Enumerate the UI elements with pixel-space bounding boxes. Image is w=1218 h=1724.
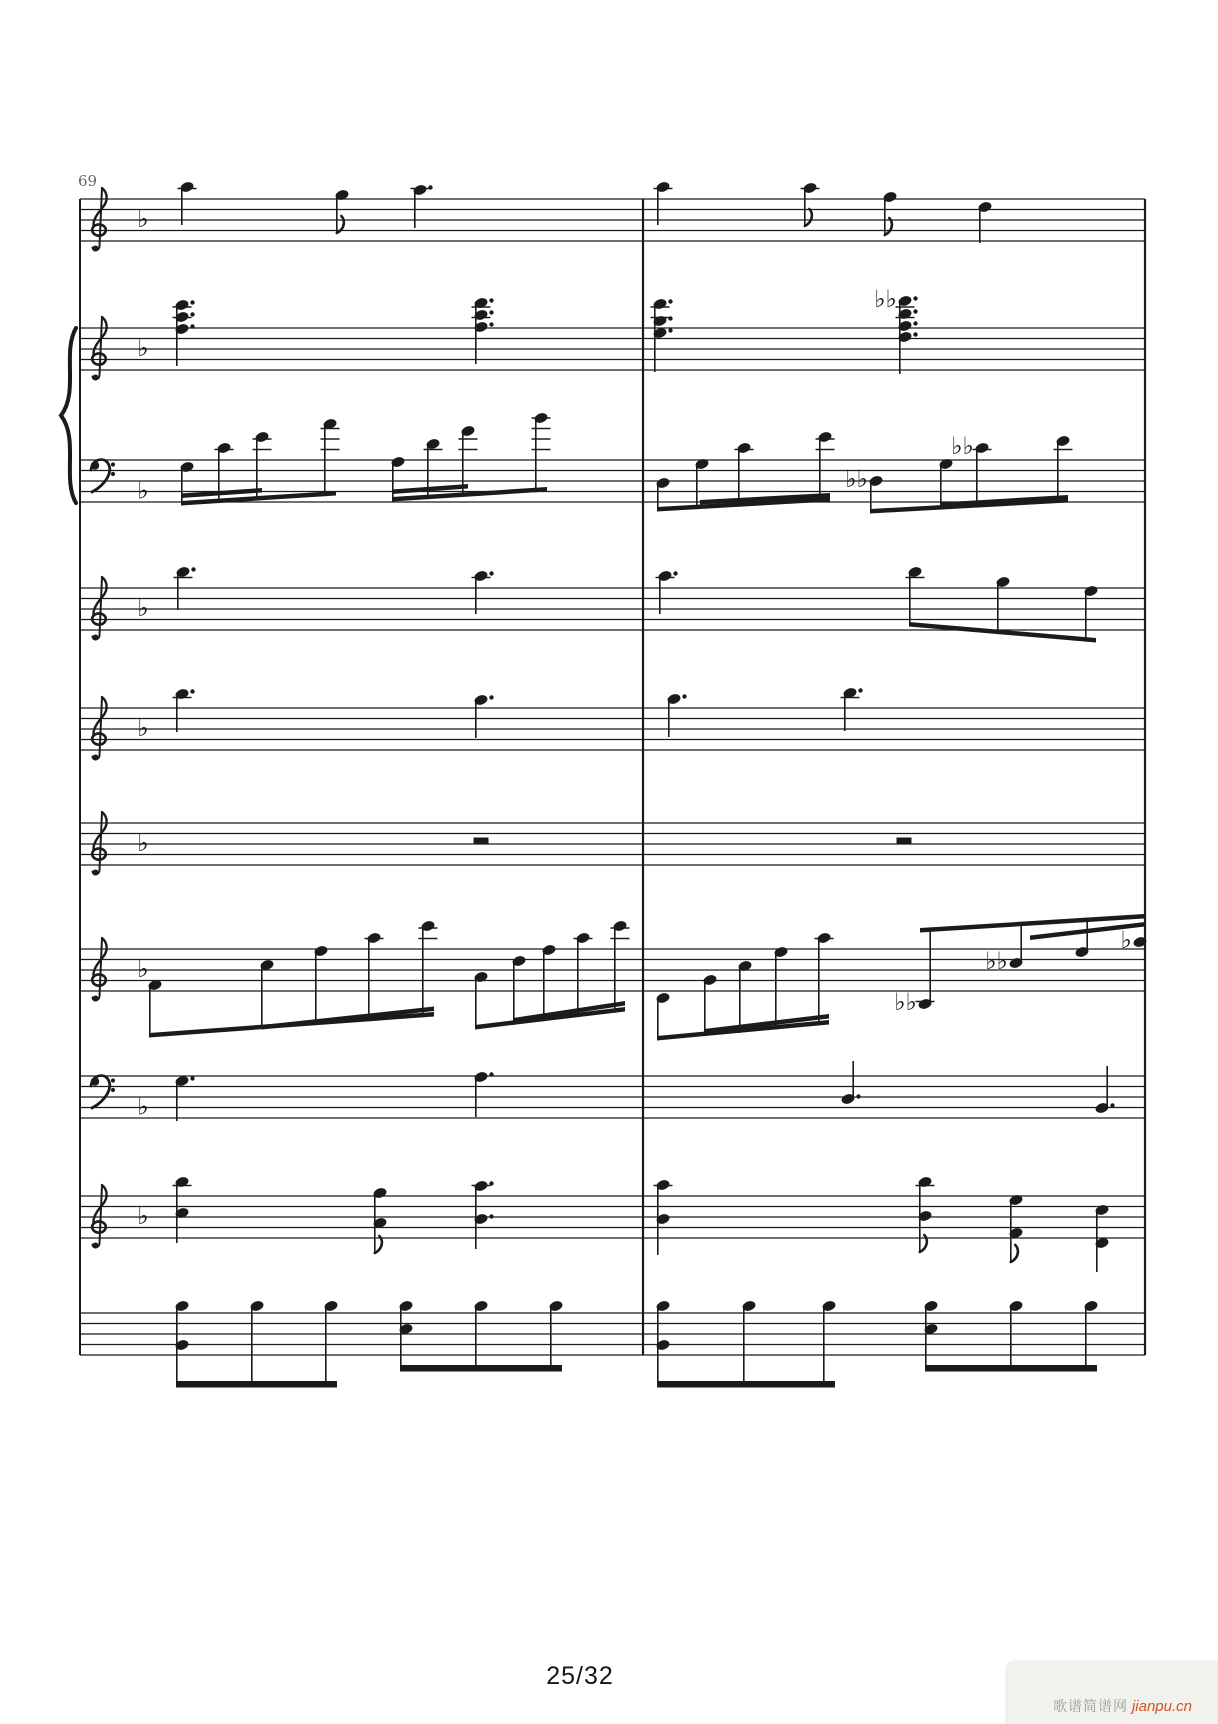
augmentation-dot bbox=[190, 300, 194, 304]
bass-clef-icon bbox=[91, 460, 110, 492]
page-indicator: 25/32 bbox=[546, 1662, 614, 1690]
treble-clef-icon bbox=[100, 188, 103, 246]
treble-clef-icon bbox=[100, 577, 103, 635]
augmentation-dot bbox=[1110, 1103, 1114, 1107]
augmentation-dot bbox=[489, 298, 493, 302]
augmentation-dot bbox=[913, 321, 917, 325]
flat-accidental-icon: ♭♭ bbox=[845, 465, 868, 493]
augmentation-dot bbox=[489, 1072, 493, 1076]
beam bbox=[475, 1007, 625, 1030]
treble-clef-icon bbox=[93, 635, 99, 641]
treble-clef-icon bbox=[93, 755, 99, 761]
flat-accidental-icon: ♭♭ bbox=[951, 432, 974, 460]
watermark-domain-link[interactable]: jianpu.cn bbox=[1131, 1698, 1192, 1715]
watermark bbox=[1053, 1696, 1192, 1716]
treble-clef-icon bbox=[100, 938, 103, 996]
flat-accidental-icon: ♭♭ bbox=[985, 947, 1008, 975]
eighth-flag bbox=[805, 209, 812, 226]
half-rest bbox=[897, 838, 912, 845]
augmentation-dot bbox=[682, 694, 686, 698]
flat-accidental-icon: ♭ bbox=[137, 205, 149, 233]
flat-accidental-icon: ♭♭ bbox=[874, 285, 897, 313]
augmentation-dot bbox=[668, 299, 672, 303]
augmentation-dot bbox=[489, 1214, 493, 1218]
beam bbox=[400, 1365, 562, 1372]
flat-accidental-icon: ♭ bbox=[137, 1092, 149, 1121]
augmentation-dot bbox=[190, 324, 194, 328]
augmentation-dot bbox=[489, 1181, 493, 1185]
augmentation-dot bbox=[668, 328, 672, 332]
augmentation-dot bbox=[489, 571, 493, 575]
treble-clef-icon bbox=[93, 870, 99, 876]
beam bbox=[657, 1020, 829, 1041]
flat-accidental-icon: ♭♭ bbox=[894, 988, 917, 1016]
augmentation-dot bbox=[489, 322, 493, 326]
treble-clef-icon bbox=[93, 246, 99, 252]
bass-clef-icon bbox=[111, 1088, 115, 1092]
treble-clef-icon bbox=[93, 375, 99, 381]
augmentation-dot bbox=[856, 1094, 860, 1098]
beam bbox=[181, 488, 262, 498]
bass-clef-icon bbox=[111, 462, 115, 466]
augmentation-dot bbox=[428, 185, 432, 189]
treble-clef-icon bbox=[100, 812, 103, 870]
flat-accidental-icon: ♭ bbox=[1120, 926, 1132, 954]
treble-clef-icon bbox=[93, 1243, 99, 1249]
augmentation-dot bbox=[190, 689, 194, 693]
flat-accidental-icon: ♭ bbox=[137, 334, 149, 362]
flat-accidental-icon: ♭ bbox=[137, 594, 149, 622]
augmentation-dot bbox=[673, 571, 677, 575]
augmentation-dot bbox=[858, 688, 862, 692]
flat-accidental-icon: ♭ bbox=[137, 829, 149, 857]
augmentation-dot bbox=[913, 332, 917, 336]
beam bbox=[392, 484, 468, 494]
flat-accidental-icon: ♭ bbox=[137, 1202, 149, 1230]
augmentation-dot bbox=[668, 316, 672, 320]
flat-accidental-icon: ♭ bbox=[137, 955, 149, 983]
beam bbox=[176, 1381, 337, 1388]
augmentation-dot bbox=[913, 309, 917, 313]
bass-clef-icon bbox=[111, 1078, 115, 1082]
bass-clef-icon bbox=[111, 472, 115, 476]
augmentation-dot bbox=[190, 1076, 194, 1080]
flat-accidental-icon: ♭ bbox=[137, 476, 149, 505]
treble-clef-icon bbox=[93, 996, 99, 1002]
augmentation-dot bbox=[489, 310, 493, 314]
augmentation-dot bbox=[489, 695, 493, 699]
flat-accidental-icon: ♭ bbox=[137, 714, 149, 742]
augmentation-dot bbox=[190, 312, 194, 316]
treble-clef-icon bbox=[100, 1185, 103, 1243]
augmentation-dot bbox=[913, 296, 917, 300]
measure-number: 69 bbox=[78, 172, 98, 190]
treble-clef-icon bbox=[100, 317, 103, 375]
augmentation-dot bbox=[191, 567, 195, 571]
piano-brace bbox=[61, 328, 76, 503]
watermark-site-label: 歌谱简谱网 bbox=[1052, 1698, 1128, 1714]
beam bbox=[657, 1381, 835, 1388]
beam bbox=[909, 622, 1096, 643]
treble-clef-icon bbox=[100, 697, 103, 755]
bass-clef-icon bbox=[91, 1076, 110, 1108]
half-rest bbox=[474, 838, 489, 845]
eighth-flag bbox=[1011, 1245, 1018, 1262]
